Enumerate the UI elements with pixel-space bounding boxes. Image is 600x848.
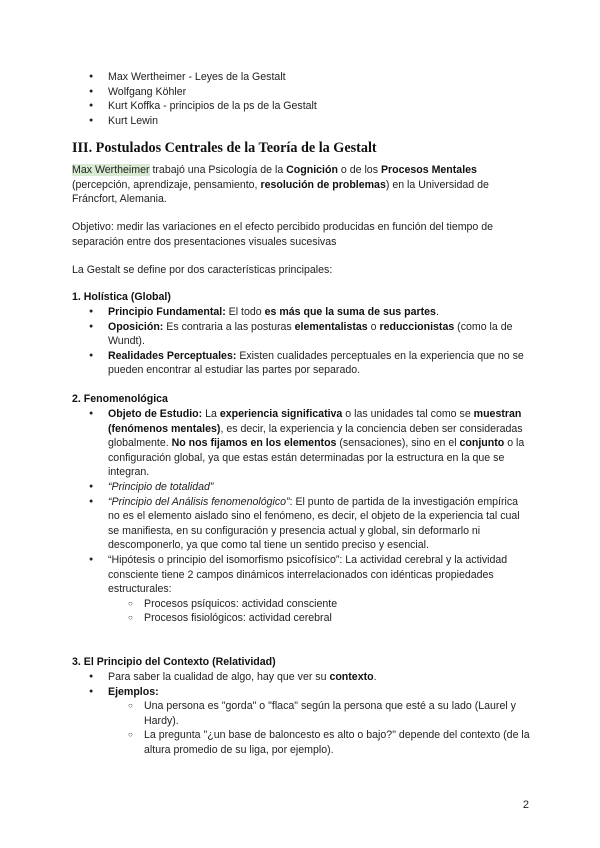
highlighted-name: Max Wertheimer [72, 164, 150, 176]
contexto-list [72, 670, 530, 758]
list-item: ● Principio Fundamental: El todo es más que la suma de sus partes. [72, 305, 530, 320]
sub-list-item: ○ Procesos psíquicos: actividad consciente [72, 597, 530, 612]
list-item: ● “Principio de totalidad” [72, 480, 530, 495]
sub-list-item: ○ Procesos fisiológicos: actividad cerebral [72, 611, 530, 626]
list-item: ● Kurt Lewin [72, 114, 530, 129]
page-number: 2 [522, 799, 529, 811]
list-item: ● Kurt Koffka - principios de la ps de la Gestalt [72, 99, 530, 114]
heading-fenomenologica: 2. Fenomenológica [72, 393, 168, 405]
defines-paragraph: La Gestalt se define por dos características principales: [72, 264, 333, 276]
section-title: III. Postulados Centrales de la Teoría de la Gestalt [72, 140, 377, 156]
objective-paragraph: Objetivo: medir las variaciones en el efecto percibido producidas en función del tiempo de separación entre dos presentaciones visuales sucesivas [72, 221, 494, 248]
list-item: ● Objeto de Estudio: La experiencia significativa o las unidades tal como se muestran (fenómenos mentales), es decir, la experiencia y la conciencia deben ser consideradas globalmente. No nos fijamos en los elementos (sensaciones), sino en el conjunto o la configuración global, ya que estas están determinadas por la estructura en la que se integran. [72, 407, 530, 480]
list-item: ● Wolfgang Köhler [72, 85, 530, 100]
heading-contexto: 3. El Principio del Contexto (Relatividad) [72, 656, 276, 668]
list-item: ● “Principio del Análisis fenomenológico”: El punto de partida de la investigación empírica no es el elemento aislado sino el fenómeno, es decir, el objeto de la experiencia tal cual se manifiesta, en su configuración y presencia actual y global, sin deformarlo ni descomponerlo, ya que como tal tiene un sentido preciso y esencial. [72, 495, 530, 553]
list-item: ● Ejemplos: [72, 685, 530, 700]
heading-holistica: 1. Holística (Global) [72, 291, 171, 303]
list-item: ● “Hipótesis o principio del isomorfismo psicofísico”: La actividad cerebral y la actividad consciente tiene 2 campos dinámicos interrelacionados con idénticas propiedades estructurales: [72, 553, 530, 597]
intro-paragraph: Max Wertheimer trabajó una Psicología de la Cognición o de los Procesos Mentales (percepción, aprendizaje, pensamiento, resolución de problemas) en la Universidad de Fráncfort, Alemania. [72, 164, 489, 206]
intro-list [72, 70, 530, 128]
sub-list-item: ○ Una persona es "gorda" o "flaca" según la persona que esté a su lado (Laurel y Hardy). [72, 699, 530, 728]
sub-list-item: ○ La pregunta "¿un base de baloncesto es alto o bajo?" depende del contexto (de la altura promedio de su liga, por ejemplo). [72, 728, 530, 757]
list-item: ● Para saber la cualidad de algo, hay que ver su contexto. [72, 670, 530, 685]
list-item: ● Max Wertheimer - Leyes de la Gestalt [72, 70, 530, 85]
holistica-list [72, 305, 530, 378]
list-item: ● Oposición: Es contraria a las posturas elementalistas o reduccionistas (como la de Wundt). [72, 320, 530, 349]
list-item: ● Realidades Perceptuales: Existen cualidades perceptuales en la experiencia que no se pueden encontrar al estudiar las partes por separado. [72, 349, 530, 378]
fenomenologica-list [72, 407, 530, 626]
